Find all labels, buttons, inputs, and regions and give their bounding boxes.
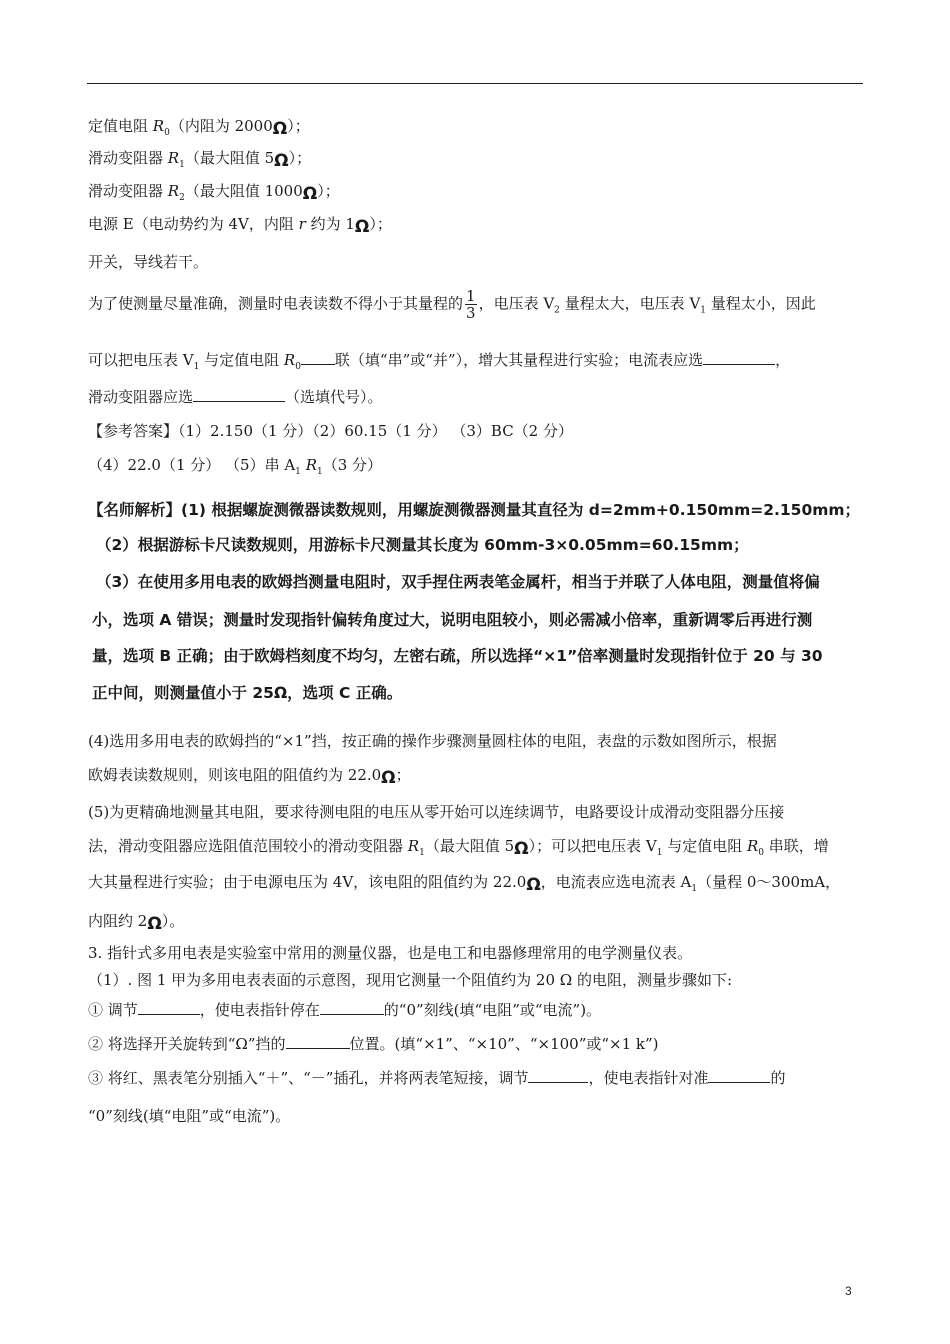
explanation-6: 正中间，则测量值小于 25Ω，选项 C 正确。	[92, 684, 403, 702]
line-source: 电源 E（电动势约为 4V，内阻 r 约为 1Ω）；	[88, 215, 392, 237]
question-3-title: 3. 指针式多用电表是实验室中常用的测量仪器，也是电工和电器修理常用的电学测量仪表。	[88, 944, 693, 962]
blank-rheostat[interactable]	[193, 387, 285, 402]
part4-line-1: (4)选用多用电表的欧姆挡的“×1”挡，按正确的操作步骤测量圆柱体的电阻，表盘的示数如图所示，根据	[88, 732, 777, 750]
line-fill-1: 可以把电压表 $V_1$ 与定值电阻 $R_0$ 联（填“串”或“并”），增大其量程进行实验；电流表应选 ，	[88, 351, 791, 372]
part4-line-2: 欧姆表读数规则，则该电阻的阻值约为 22.0Ω；	[88, 766, 411, 788]
line-r2: 滑动变阻器 $R_2$（最大阻值 1000Ω）；	[88, 182, 340, 204]
question-3-step3: ③ 将红、黑表笔分别插入“＋”、“－”插孔，并将两表笔短接，调节 ，使电表指针对准 的	[88, 1069, 786, 1087]
blank-zero-1[interactable]	[320, 1000, 384, 1015]
explanation-5: 量，选项 B 正确；由于欧姆档刻度不均匀，左密右疏，所以选择“×1”倍率测量时发现指针位于 20 与 30	[92, 647, 823, 665]
header-rule	[87, 83, 863, 84]
blank-connection[interactable]	[301, 350, 335, 365]
explanation-4: 小，选项 A 错误；测量时发现指针偏转角度过大，说明电阻较小，则必需减小倍率，重新调零后再进行测	[92, 611, 813, 629]
blank-adjust-1[interactable]	[138, 1000, 200, 1015]
line-fill-2: 滑动变阻器应选 （选填代号）。	[88, 388, 383, 406]
part5-line-3: 大其量程进行实验；由于电源电压为 4V，该电阻的阻值约为 22.0Ω，电流表应选电流表 $A_1$（量程 0～300mA，	[88, 873, 841, 895]
explanation-2: （2）根据游标卡尺读数规则，用游标卡尺测量其长度为 60mm-3×0.05mm=60.15mm；	[96, 536, 749, 554]
fraction-one-third: $\frac{1}{3}$	[466, 287, 476, 322]
line-fraction: 为了使测量尽量准确，测量时电表读数不得小于其量程的 $\frac{1}{3}$ ，电压表 $V_2$ 量程太大，电压表 $V_1$ 量程太小，因此	[88, 287, 816, 322]
line-r0: 定值电阻 $R_0$（内阻为 2000Ω）；	[88, 117, 310, 139]
part5-line-1: (5)为更精确地测量其电阻，要求待测电阻的电压从零开始可以连续调节，电路要设计成滑动变阻器分压接	[88, 803, 785, 821]
part5-line-2: 法，滑动变阻器应选阻值范围较小的滑动变阻器 $R_1$（最大阻值 5Ω）；可以把电压表 $V_1$ 与定值电阻 $R_0$ 串联，增	[88, 837, 829, 859]
explanation-1: 【名师解析】(1) 根据螺旋测微器读数规则，用螺旋测微器测量其直径为 d=2mm+0.150mm=2.150mm；	[88, 501, 861, 519]
blank-range[interactable]	[286, 1034, 350, 1049]
answer-line-1: 【参考答案】（1）2.150（1 分）（2）60.15（1 分） （3）BC（2 分）	[88, 422, 573, 440]
question-3-step3-cont: “0”刻线(填“电阻”或“电流”)。	[88, 1107, 291, 1125]
question-3-part1: （1）. 图 1 甲为多用电表表面的示意图，现用它测量一个阻值约为 20 Ω 的电阻，测量步骤如下:	[88, 971, 733, 989]
question-3-step2: ② 将选择开关旋转到“Ω”挡的 位置。(填“×1”、“×10”、“×100”或“×1 k”)	[88, 1035, 659, 1053]
answer-line-2: （4）22.0（1 分） （5）串 $A_1$ $R_1(3$ 分）	[88, 456, 383, 477]
page-number: 3	[845, 1284, 852, 1298]
line-switch: 开关，导线若干。	[88, 253, 209, 271]
part5-line-4: 内阻约 2Ω）。	[88, 912, 185, 934]
blank-adjust-2[interactable]	[528, 1068, 588, 1083]
ohm-symbol: Ω	[272, 119, 288, 139]
line-r1: 滑动变阻器 $R_1$（最大阻值 5Ω）；	[88, 149, 312, 171]
question-3-step1: ① 调节 ，使电表指针停在 的“0”刻线(填“电阻”或“电流”)。	[88, 1001, 602, 1019]
blank-ammeter[interactable]	[703, 350, 775, 365]
explanation-3: （3）在使用多用电表的欧姆挡测量电阻时，双手捏住两表笔金属杆，相当于并联了人体电阻，测量值将偏	[96, 573, 820, 591]
blank-zero-2[interactable]	[708, 1068, 770, 1083]
